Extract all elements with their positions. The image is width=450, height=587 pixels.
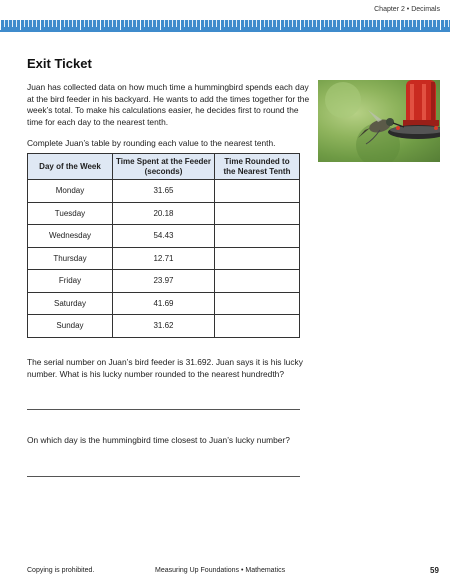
answer-line-2[interactable] (27, 476, 300, 477)
day-cell: Tuesday (28, 202, 113, 225)
footer-book-title: Measuring Up Foundations • Mathematics (155, 567, 286, 574)
question-lucky-number: The serial number on Juan’s bird feeder is 31.692. Juan says it is his lucky number. What is his lucky number rounded to the nearest hundredth? (27, 357, 303, 379)
ruler-banner (0, 20, 450, 32)
table-header-row (28, 154, 300, 180)
rounding-table (27, 153, 300, 338)
day-cell: Sunday (28, 315, 113, 338)
rounded-answer-cell[interactable] (215, 292, 300, 315)
rounded-answer-cell[interactable] (215, 270, 300, 293)
hummingbird-photo (318, 80, 440, 162)
time-cell: 23.97 (113, 270, 215, 293)
time-cell: 20.18 (113, 202, 215, 225)
time-cell: 31.65 (113, 180, 215, 203)
intro-paragraph: Juan has collected data on how much time a hummingbird spends each day at the bird feeder in his backyard. He wants to add the times together for the week’s total. To make his calculations easier, he decides first to round the time for each day to the nearest tenth. (27, 82, 310, 127)
table-row (28, 315, 300, 338)
day-cell: Thursday (28, 247, 113, 270)
time-cell: 12.71 (113, 247, 215, 270)
day-cell: Wednesday (28, 225, 113, 248)
rounded-answer-cell[interactable] (215, 180, 300, 203)
table-instruction: Complete Juan’s table by rounding each value to the nearest tenth. (27, 138, 276, 148)
hummingbird-feeder-illustration (318, 80, 440, 162)
rounded-answer-cell[interactable] (215, 247, 300, 270)
header-time-spent: Time Spent at the Feeder (seconds) (113, 154, 215, 180)
ruler-major-ticks (0, 20, 450, 30)
day-cell: Friday (28, 270, 113, 293)
rounded-answer-cell[interactable] (215, 202, 300, 225)
table-row (28, 180, 300, 203)
page-number: 59 (430, 566, 439, 575)
table-row (28, 225, 300, 248)
time-cell: 41.69 (113, 292, 215, 315)
rounded-answer-cell[interactable] (215, 225, 300, 248)
answer-line-1[interactable] (27, 409, 300, 410)
page-title: Exit Ticket (27, 56, 92, 71)
table-row (28, 292, 300, 315)
header-day: Day of the Week (28, 154, 113, 180)
table-row (28, 270, 300, 293)
footer-copyright: Copying is prohibited. (27, 567, 95, 574)
time-cell: 31.62 (113, 315, 215, 338)
header-time-rounded: Time Rounded to the Nearest Tenth (215, 154, 300, 180)
day-cell: Saturday (28, 292, 113, 315)
question-closest-day: On which day is the hummingbird time closest to Juan’s lucky number? (27, 435, 290, 445)
table-row (28, 247, 300, 270)
chapter-header: Chapter 2 • Decimals (374, 6, 440, 13)
day-cell: Monday (28, 180, 113, 203)
table-row (28, 202, 300, 225)
time-cell: 54.43 (113, 225, 215, 248)
rounded-answer-cell[interactable] (215, 315, 300, 338)
